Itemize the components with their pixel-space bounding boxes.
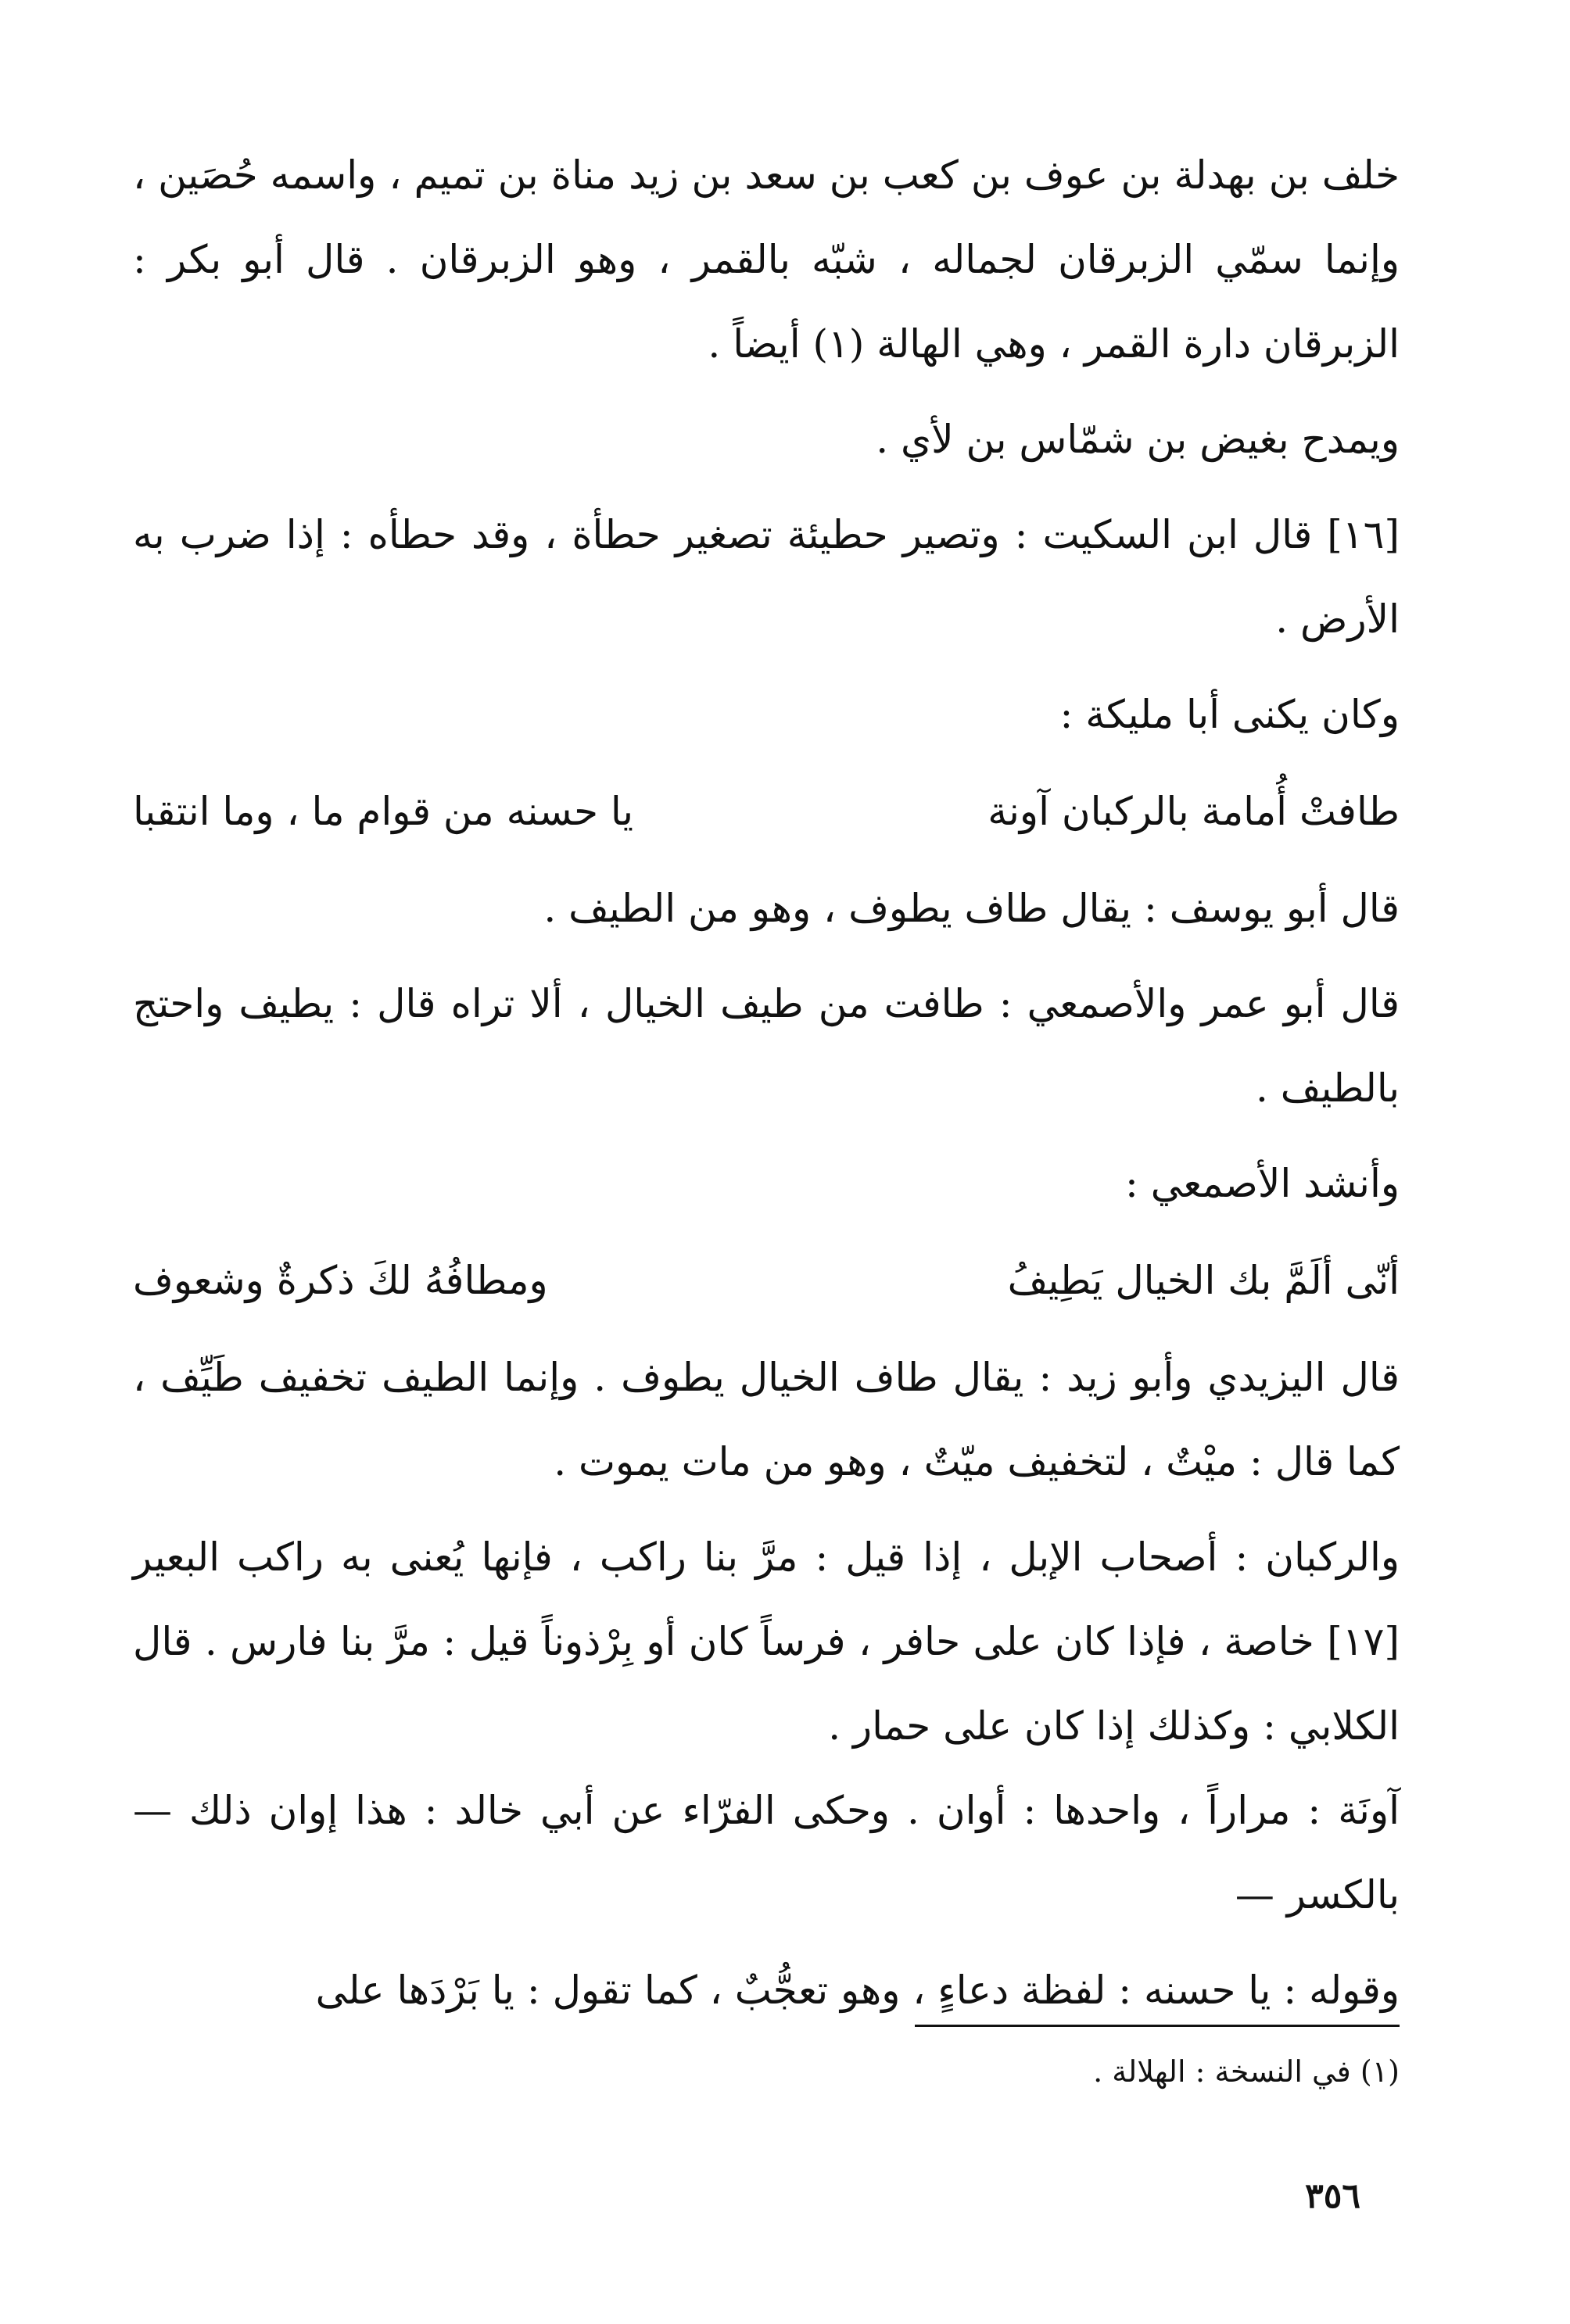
paragraph-abu-yusuf: قال أبو يوسف : يقال طاف يطوف ، وهو من الطيف . [543, 886, 1400, 931]
paragraph-recitation: وأنشد الأصمعي : [1124, 1161, 1400, 1206]
paragraph-asmai: قال أبو عمر والأصمعي : طافت من طيف الخيال ، ألا تراه قال : يطيف واحتج بالطيف . [133, 981, 1400, 1111]
paragraph-awina: آونَة : مراراً ، واحدها : أوان . وحكى الفرّاء عن أبي خالد : هذا إوان ذلك — بالكسر — [133, 1788, 1400, 1918]
paragraph-hutaya: [١٦] قال ابن السكيت : وتصير حطيئة تصغير حطأة ، وقد حطأه : إذا ضرب به الأرض . [133, 512, 1400, 642]
paragraph-ya-husnah: وقوله : يا حسنه : لفظة دعاءٍ ، وهو تعجُّبٌ ، كما تقول : يا بَرْدَها على [315, 1968, 1400, 2013]
book-page [133, 133, 1400, 2243]
verse-2-second-hemistich: ومطافُهُ لكَ ذكرةٌ وشعوف [133, 1258, 548, 1303]
verse-1-second-hemistich: يا حسنه من قوام ما ، وما انتقبا [133, 789, 634, 834]
paragraph-yazidi: قال اليزيدي وأبو زيد : يقال طاف الخيال يطوف . وإنما الطيف تخفيف طَيِّف ، كما قال : ميْتٌ ، لتخفيف ميّتٌ ، وهو من مات يموت . [133, 1355, 1400, 1484]
verse-line-1 [133, 768, 1400, 855]
paragraph-lineage: خلف بن بهدلة بن عوف بن كعب بن سعد بن زيد مناة بن تميم ، واسمه حُصَين ، وإنما سمّي الزبرقان لجماله ، شبّه بالقمر ، وهو الزبرقان . قال أبو بكر : الزبرقان دارة القمر ، وهي الهالة (١) أيضاً . [133, 152, 1400, 367]
verse-line-2 [133, 1237, 1400, 1324]
page-number: ٣٥٦ [1305, 2176, 1360, 2216]
footnote-divider [915, 2025, 1400, 2027]
verse-2-first-hemistich: أنّى ألَمَّ بك الخيال يَطِيفُ [1007, 1258, 1400, 1303]
paragraph-praise: ويمدح بغيض بن شمّاس بن لأي . [876, 417, 1400, 462]
paragraph-rukban: والركبان : أصحاب الإبل ، إذا قيل : مرَّ بنا راكب ، فإنها يُعنى به راكب البعير [١٧] خاصة ، فإذا كان على حافر ، فرساً كان أو بِرْذوناً قيل : مرَّ بنا فارس . قال الكلابي : وكذلك إذا كان على حمار . [133, 1534, 1400, 1749]
verse-1-first-hemistich: طافتْ أُمامة بالركبان آونة [988, 789, 1400, 834]
footnote: (١) في النسخة : الهلالة . [1093, 2054, 1400, 2089]
paragraph-kunya: وكان يكنى أبا مليكة : [1059, 692, 1400, 737]
